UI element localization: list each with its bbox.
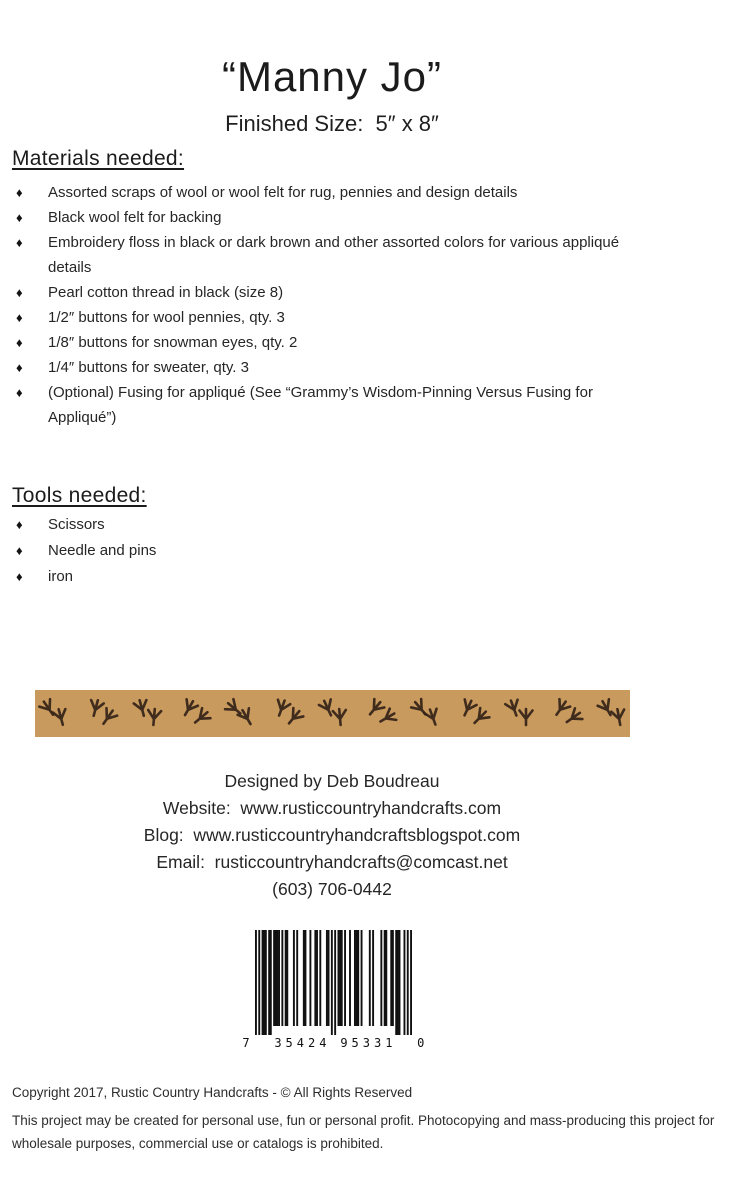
usage-terms-text: This project may be created for personal use, fun or personal profit. Photocopying and mass-producing this project for wholesale purposes, commercial use or catalogs is prohibited. [12,1113,715,1151]
list-item-text: 1/4″ buttons for sweater, qty. 3 [48,359,249,376]
diamond-bullet-icon: ♦ [16,185,23,200]
diamond-bullet-icon: ♦ [16,235,23,250]
tools-item [0,538,652,564]
list-item-text: 1/2″ buttons for wool pennies, qty. 3 [48,309,285,326]
diamond-bullet-icon: ♦ [16,569,23,584]
materials-item [0,355,652,380]
svg-text:95331: 95331 [340,1036,397,1050]
tools-list [0,512,652,590]
tools-item [0,564,652,590]
diamond-bullet-icon: ♦ [16,543,23,558]
copyright-block [12,1081,732,1160]
bird-tracks-graphic [35,690,630,737]
diamond-bullet-icon: ♦ [16,517,23,532]
materials-item [0,205,652,230]
svg-text:0: 0 [417,1036,425,1050]
list-item-text: Black wool felt for backing [48,209,222,226]
list-item-text: iron [48,568,74,585]
contact-block [0,768,664,903]
materials-item [0,330,652,355]
list-item-text: Pearl cotton thread in black (size 8) [48,284,284,301]
page-title: “Manny Jo” [221,53,443,100]
diamond-bullet-icon: ♦ [16,335,23,350]
list-item-text: (Optional) Fusing for appliqué (See “Grammy’s Wisdom-Pinning Versus Fusing for Appliqué”) [48,384,593,426]
diamond-bullet-icon: ♦ [16,385,23,400]
svg-text:7: 7 [242,1036,250,1050]
bird-track-border-strip [35,690,630,737]
barcode-graphic [239,930,429,1050]
list-item-text: 1/8″ buttons for snowman eyes, qty. 2 [48,334,298,351]
copyright-line: Copyright 2017, Rustic Country Handcrafts - © All Rights Reserved [12,1085,413,1100]
svg-text:35424: 35424 [274,1036,331,1050]
page-header [0,52,664,139]
materials-item [0,380,652,430]
upc-barcode [239,930,429,1055]
materials-item [0,180,652,205]
list-item-text: Needle and pins [48,542,157,559]
contact-line: Email: rusticcountryhandcrafts@comcast.net [156,852,508,872]
tools-item [0,512,652,538]
contact-line: Website: www.rusticcountryhandcrafts.com [162,798,502,818]
diamond-bullet-icon: ♦ [16,360,23,375]
list-item-text: Assorted scraps of wool or wool felt for rug, pennies and design details [48,184,518,201]
diamond-bullet-icon: ♦ [16,210,23,225]
materials-item [0,305,652,330]
contact-line: Blog: www.rusticcountryhandcraftsblogspot.com [143,825,521,845]
materials-item [0,280,652,305]
finished-size-subtitle: Finished Size: 5″ x 8″ [225,111,439,136]
materials-list [0,180,652,430]
contact-line: (603) 706-0442 [272,879,392,899]
diamond-bullet-icon: ♦ [16,285,23,300]
tools-heading: Tools needed: [12,484,147,507]
list-item-text: Embroidery floss in black or dark brown and other assorted colors for various appliqué details [48,234,620,276]
diamond-bullet-icon: ♦ [16,310,23,325]
contact-line: Designed by Deb Boudreau [224,771,440,791]
materials-heading: Materials needed: [12,147,185,170]
list-item-text: Scissors [48,516,105,533]
materials-item [0,230,652,280]
